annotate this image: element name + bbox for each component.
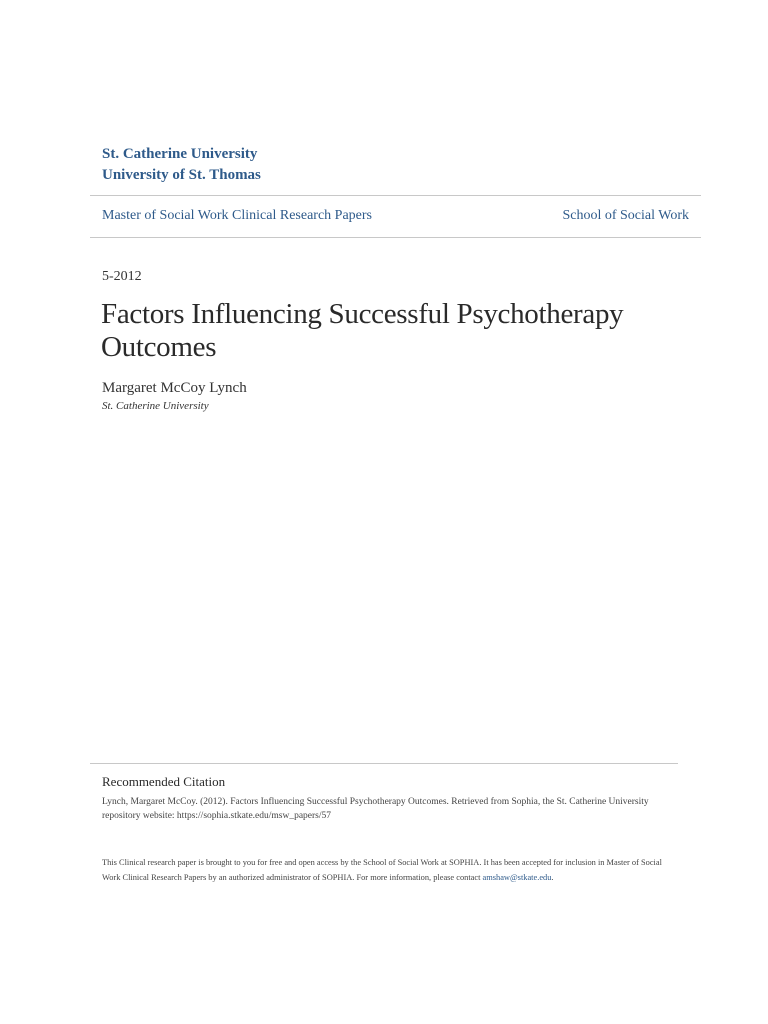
access-notice-end: .	[551, 873, 554, 882]
collection-link[interactable]: Master of Social Work Clinical Research Papers	[102, 208, 372, 223]
institution-link-st-catherine[interactable]: St. Catherine University	[102, 146, 258, 162]
citation-heading: Recommended Citation	[102, 774, 226, 789]
citation-text: Lynch, Margaret McCoy. (2012). Factors Influencing Successful Psychotherapy Outcomes. Retrieved from Sophia, the St. Catherine University repository website: https://sophia.stkate.edu/msw_papers/57	[102, 797, 649, 821]
divider-top	[90, 195, 701, 196]
divider-middle	[90, 237, 701, 238]
access-notice-text: This Clinical research paper is brought to you for free and open access by the School of Social Work at SOPHIA. It has been accepted for inclusion in Master of Social Work Clinical Research Papers by an authorized administrator of SOPHIA. For more information, please contact	[102, 858, 662, 882]
publication-date: 5-2012	[102, 269, 142, 284]
institution-header	[102, 144, 261, 186]
author-name: Margaret McCoy Lynch	[102, 380, 247, 396]
author-affiliation: St. Catherine University	[102, 400, 209, 412]
department-link[interactable]: School of Social Work	[562, 208, 689, 223]
divider-footer	[90, 763, 678, 764]
institution-link-st-thomas[interactable]: University of St. Thomas	[102, 167, 261, 183]
contact-email-link[interactable]: amshaw@stkate.edu	[482, 873, 552, 882]
paper-title: Factors Influencing Successful Psychotherapy Outcomes	[101, 298, 624, 363]
series-bar	[102, 205, 689, 227]
access-notice	[102, 855, 682, 885]
